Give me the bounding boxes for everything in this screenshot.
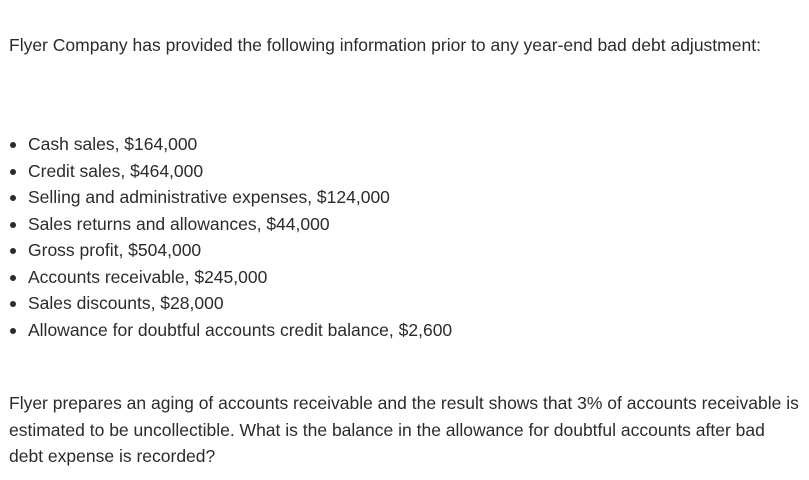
bullet-icon [10, 248, 16, 254]
list-item [9, 211, 452, 238]
bullet-icon [10, 301, 16, 307]
bullet-icon [10, 222, 16, 228]
list-item [9, 131, 452, 158]
bullet-icon [10, 275, 16, 281]
bullet-icon [10, 328, 16, 334]
question-paragraph: Flyer prepares an aging of accounts receivable and the result shows that 3% of accounts receivable is estimated to be uncollectible. What is the balance in the allowance for doubtful accounts after bad debt expense is recorded? [9, 393, 799, 466]
info-list [9, 131, 452, 343]
list-item-text: Sales discounts, $28,000 [28, 293, 224, 313]
list-item-text: Allowance for doubtful accounts credit balance, $2,600 [28, 319, 453, 340]
list-item [9, 317, 452, 344]
list-item-text: Cash sales, $164,000 [28, 134, 198, 154]
bullet-icon [10, 195, 16, 201]
bullet-icon [10, 142, 16, 148]
list-item [9, 290, 452, 317]
list-item [9, 264, 452, 291]
list-item [9, 184, 452, 211]
list-item-text: Sales returns and allowances, $44,000 [28, 213, 330, 234]
list-item-text: Gross profit, $504,000 [28, 240, 202, 260]
list-item-text: Selling and administrative expenses, $124,000 [28, 187, 390, 207]
list-item-text: Credit sales, $464,000 [28, 160, 204, 181]
intro-paragraph: Flyer Company has provided the following information prior to any year-end bad debt adjustment: [9, 35, 761, 55]
list-item-text: Accounts receivable, $245,000 [28, 266, 268, 287]
bullet-icon [10, 169, 16, 175]
list-item [9, 158, 452, 185]
list-item [9, 237, 452, 264]
